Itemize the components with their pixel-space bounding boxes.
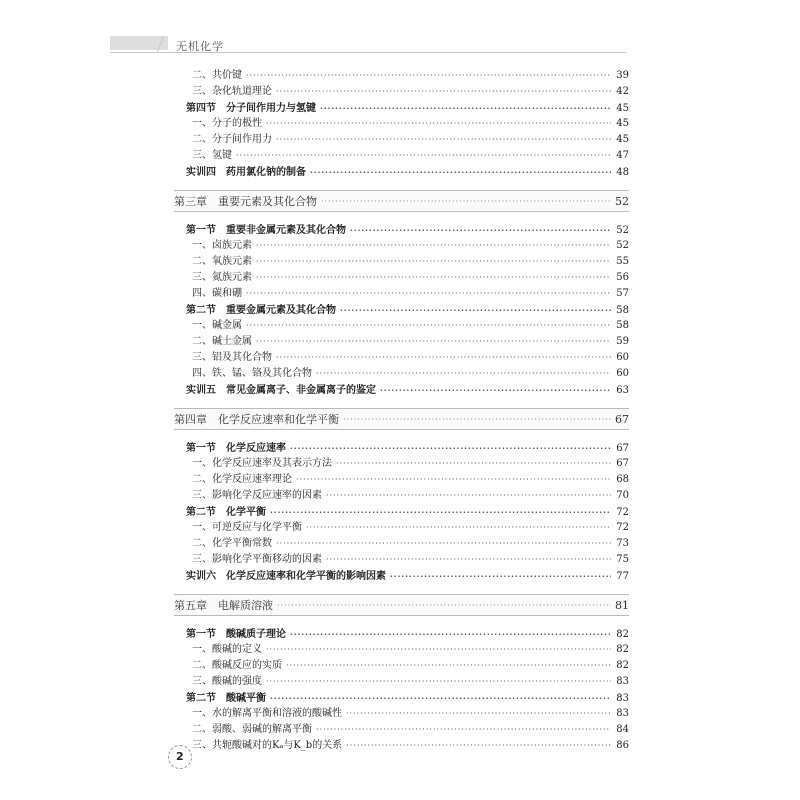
toc-leader-dots — [290, 626, 611, 642]
toc-item — [174, 270, 629, 286]
toc-page-number: 75 — [616, 554, 629, 565]
toc-entry-title: 三、氢键 — [192, 150, 232, 161]
toc-entry-title: 三、共轭酸碱对的Kₐ与K_b的关系 — [192, 740, 343, 751]
toc-entry-title: 二、碱土金属 — [192, 336, 252, 347]
toc-entry-title: 三、杂化轨道理论 — [192, 86, 272, 97]
toc-item — [174, 520, 629, 536]
toc-leader-dots — [246, 68, 611, 84]
toc-page-number: 63 — [616, 385, 629, 396]
toc-leader-dots — [286, 658, 611, 674]
toc-leader-dots — [276, 132, 611, 148]
toc-chapter — [174, 408, 629, 430]
toc-entry-title: 三、影响化学反应速率的因素 — [192, 490, 322, 501]
toc-leader-dots — [346, 738, 611, 754]
toc-leader-dots — [306, 520, 611, 536]
toc-entry-title: 三、酸碱的强度 — [192, 676, 262, 687]
toc-leader-dots — [256, 254, 611, 270]
toc-page-number: 73 — [616, 538, 629, 549]
toc-leader-dots — [266, 674, 611, 690]
toc-item — [174, 318, 629, 334]
toc-leader-dots — [270, 504, 611, 520]
toc-item — [174, 366, 629, 382]
toc-page-number: 57 — [616, 288, 629, 299]
toc-entry-title: 四、铁、锰、铬及其化合物 — [192, 368, 312, 379]
toc-item — [174, 536, 629, 552]
toc-item — [174, 472, 629, 488]
toc-leader-dots — [296, 472, 611, 488]
toc-page-number: 56 — [616, 272, 629, 283]
toc-entry-title: 一、可逆反应与化学平衡 — [192, 522, 302, 533]
toc-page-number: 45 — [616, 134, 629, 145]
toc-item — [174, 84, 629, 100]
toc-entry-title: 一、碱金属 — [192, 320, 242, 331]
toc-page-number: 67 — [616, 458, 629, 469]
toc-entry-title: 实训六 化学反应速率和化学平衡的影响因素 — [186, 571, 386, 582]
toc-entry-title: 第一节 重要非金属元素及其化合物 — [186, 225, 346, 236]
toc-page-number: 60 — [616, 352, 629, 363]
toc-page-number: 59 — [616, 336, 629, 347]
toc-page-number: 52 — [616, 240, 629, 251]
toc-entry-title: 第四节 分子间作用力与氢键 — [186, 103, 316, 114]
toc-page-number: 45 — [616, 118, 629, 129]
toc-entry-title: 四、碳和硼 — [192, 288, 242, 299]
header-rule — [110, 52, 626, 53]
toc-leader-dots — [326, 488, 611, 504]
toc-page-number: 83 — [616, 708, 629, 719]
toc-leader-dots — [270, 690, 611, 706]
toc-page-number: 58 — [616, 320, 629, 331]
toc-item — [174, 334, 629, 350]
toc-section — [174, 302, 629, 318]
toc-page-number: 70 — [616, 490, 629, 501]
toc-leader-dots — [276, 84, 611, 100]
toc-page-number: 58 — [616, 305, 629, 316]
toc-item — [174, 488, 629, 504]
toc-entry-title: 一、化学反应速率及其表示方法 — [192, 458, 332, 469]
toc-entry-title: 三、氮族元素 — [192, 272, 252, 283]
toc-leader-dots — [276, 536, 611, 552]
toc-section — [174, 100, 629, 116]
toc-leader-dots — [256, 270, 611, 286]
toc-entry-title: 第四章 化学反应速率和化学平衡 — [174, 413, 339, 426]
toc-entry-title: 二、化学平衡常数 — [192, 538, 272, 549]
toc-leader-dots — [320, 100, 611, 116]
toc-leader-dots — [390, 568, 611, 584]
toc-leader-dots — [256, 238, 611, 254]
toc-entry-title: 一、水的解离平衡和溶液的酸碱性 — [192, 708, 342, 719]
toc-page-number: 39 — [616, 70, 629, 81]
toc-section — [174, 222, 629, 238]
toc-page-number: 77 — [616, 571, 629, 582]
toc-entry-title: 一、酸碱的定义 — [192, 644, 262, 655]
toc-entry-title: 第二节 酸碱平衡 — [186, 693, 266, 704]
toc-chapter — [174, 594, 629, 616]
toc-item — [174, 116, 629, 132]
toc-leader-dots — [316, 722, 611, 738]
toc-leader-dots — [256, 334, 611, 350]
toc-item — [174, 286, 629, 302]
toc-section — [174, 690, 629, 706]
toc-leader-dots — [346, 706, 611, 722]
toc-item — [174, 456, 629, 472]
toc-page-number: 72 — [616, 507, 629, 518]
toc-entry-title: 二、分子间作用力 — [192, 134, 272, 145]
toc-entry-title: 第一节 酸碱质子理论 — [186, 629, 286, 640]
toc-section — [174, 626, 629, 642]
toc-entry-title: 第五章 电解质溶液 — [174, 599, 273, 612]
toc-leader-dots — [277, 601, 611, 610]
toc-entry-title: 二、化学反应速率理论 — [192, 474, 292, 485]
toc-page-number: 60 — [616, 368, 629, 379]
toc-leader-dots — [380, 382, 611, 398]
toc-page-number: 42 — [616, 86, 629, 97]
toc-page-number: 67 — [615, 412, 629, 426]
toc-leader-dots — [236, 148, 611, 164]
toc-section — [174, 504, 629, 520]
toc-entry-title: 一、分子的极性 — [192, 118, 262, 129]
toc-entry-title: 实训五 常见金属离子、非金属离子的鉴定 — [186, 385, 376, 396]
toc-entry-title: 实训四 药用氯化钠的制备 — [186, 167, 306, 178]
toc-item — [174, 658, 629, 674]
toc-page-number: 83 — [616, 693, 629, 704]
toc-page-number: 72 — [616, 522, 629, 533]
toc-section — [174, 440, 629, 456]
toc-item — [174, 350, 629, 366]
toc-leader-dots — [316, 366, 611, 382]
toc-page-number: 82 — [616, 644, 629, 655]
toc-page-number: 52 — [616, 225, 629, 236]
toc-page-number: 86 — [616, 740, 629, 751]
toc-leader-dots — [246, 318, 611, 334]
toc-leader-dots — [290, 440, 611, 456]
toc-section — [174, 568, 629, 584]
toc-section — [174, 382, 629, 398]
toc-entry-title: 第一节 化学反应速率 — [186, 443, 286, 454]
toc-item — [174, 254, 629, 270]
toc-page-number: 68 — [616, 474, 629, 485]
toc-item — [174, 68, 629, 84]
toc-leader-dots — [350, 222, 611, 238]
toc-entry-title: 第三章 重要元素及其化合物 — [174, 195, 317, 208]
toc-leader-dots — [266, 642, 611, 658]
toc-item — [174, 148, 629, 164]
toc-item — [174, 132, 629, 148]
toc-entry-title: 三、铝及其化合物 — [192, 352, 272, 363]
toc-entry-title: 二、酸碱反应的实质 — [192, 660, 282, 671]
toc-entry-title: 二、共价键 — [192, 70, 242, 81]
toc-item — [174, 722, 629, 738]
toc-entry-title: 二、氧族元素 — [192, 256, 252, 267]
toc-entry-title: 第二节 化学平衡 — [186, 507, 266, 518]
toc-leader-dots — [276, 350, 611, 366]
page-number: 2 — [176, 750, 184, 763]
toc-page-number: 55 — [616, 256, 629, 267]
toc-leader-dots — [336, 456, 611, 472]
toc-page-number: 48 — [616, 167, 629, 178]
toc-page-number: 67 — [616, 443, 629, 454]
toc-chapter — [174, 190, 629, 212]
toc-page-number: 83 — [616, 676, 629, 687]
toc-leader-dots — [340, 302, 611, 318]
toc-item — [174, 706, 629, 722]
toc-item — [174, 642, 629, 658]
toc-leader-dots — [343, 415, 611, 424]
toc-page-number: 45 — [616, 103, 629, 114]
toc-section — [174, 164, 629, 180]
toc-entry-title: 三、影响化学平衡移动的因素 — [192, 554, 322, 565]
toc-page-number: 81 — [615, 598, 629, 612]
toc-leader-dots — [326, 552, 611, 568]
toc-leader-dots — [266, 116, 611, 132]
toc-page-number: 47 — [616, 150, 629, 161]
toc-leader-dots — [321, 197, 611, 206]
toc-page-number: 82 — [616, 629, 629, 640]
toc-item — [174, 552, 629, 568]
toc-page-number: 84 — [616, 724, 629, 735]
toc-leader-dots — [246, 286, 611, 302]
running-header-title: 无机化学 — [176, 40, 224, 53]
toc-page-number: 82 — [616, 660, 629, 671]
toc-leader-dots — [310, 164, 611, 180]
toc-item — [174, 738, 629, 754]
toc-entry-title: 二、弱酸、弱碱的解离平衡 — [192, 724, 312, 735]
toc-item — [174, 238, 629, 254]
toc-page-number: 52 — [615, 194, 629, 208]
toc-entry-title: 一、卤族元素 — [192, 240, 252, 251]
toc-item — [174, 674, 629, 690]
table-of-contents — [174, 68, 629, 754]
toc-entry-title: 第二节 重要金属元素及其化合物 — [186, 305, 336, 316]
